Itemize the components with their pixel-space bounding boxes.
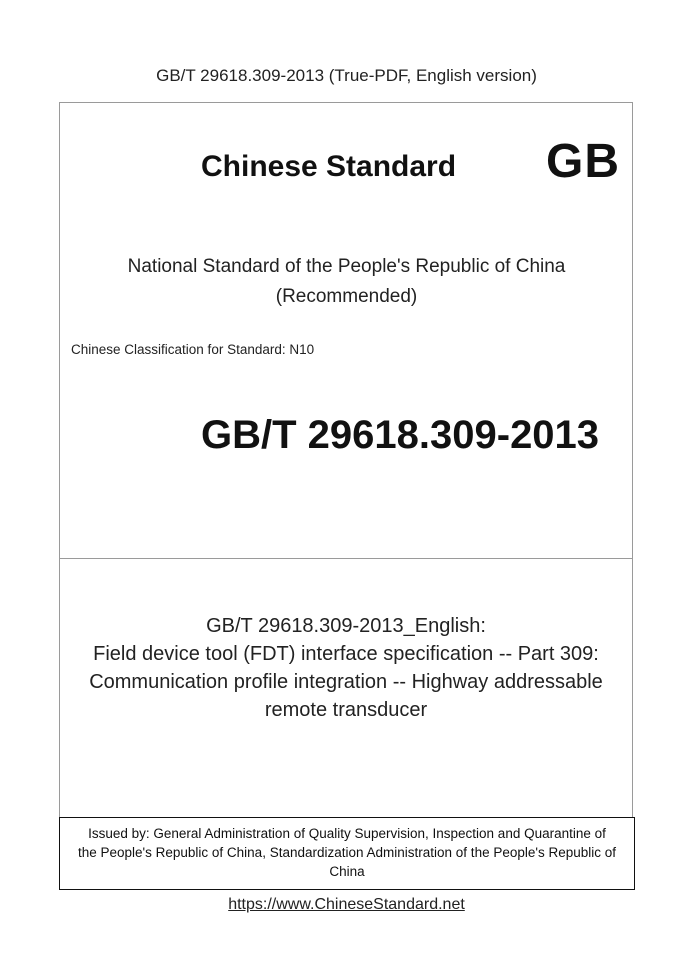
website-link[interactable]: https://www.ChineseStandard.net — [228, 896, 465, 913]
title-line: Communication profile integration -- Highway addressable — [89, 671, 603, 693]
issuer-line: China — [329, 864, 365, 879]
standard-number: GB/T 29618.309-2013 — [201, 413, 600, 457]
subtitle — [0, 252, 693, 312]
top-caption: GB/T 29618.309-2013 (True-PDF, English version) — [156, 66, 537, 85]
title-line: remote transducer — [264, 699, 428, 721]
title-line: Field device tool (FDT) interface specification -- Part 309: — [93, 643, 599, 665]
subtitle-line: National Standard of the People's Republic of China — [127, 256, 566, 277]
subtitle-line: (Recommended) — [275, 286, 418, 307]
classification-label: Chinese Classification for Standard: N10 — [71, 342, 315, 357]
title-line: GB/T 29618.309-2013_English: — [206, 615, 486, 637]
issuer-line: Issued by: General Administration of Quality Supervision, Inspection and Quarantine of — [88, 826, 606, 841]
brand-title: Chinese Standard — [201, 150, 457, 183]
gb-mark: GB — [546, 135, 620, 188]
issuer-line: the People's Republic of China, Standardization Administration of the People's Republic of — [78, 845, 616, 860]
issuer-box — [59, 817, 635, 890]
document-title — [59, 612, 633, 724]
